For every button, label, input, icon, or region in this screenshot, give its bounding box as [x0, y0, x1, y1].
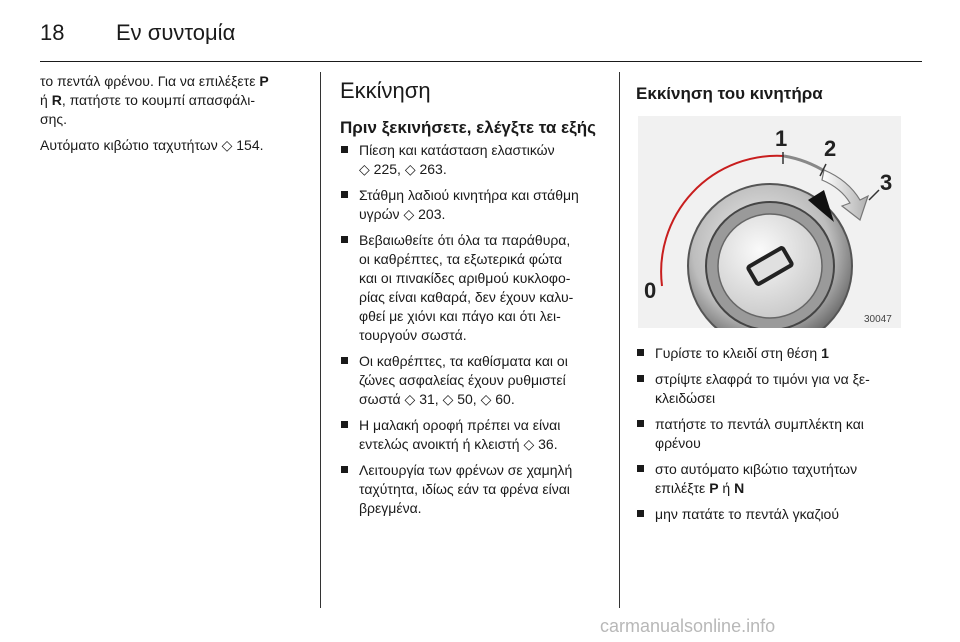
position-arc-grey-icon — [784, 156, 826, 172]
bullet-icon — [341, 191, 348, 198]
text: στρίψτε ελαφρά το τιμόνι για να ξε- — [655, 371, 870, 387]
page-number: 18 — [40, 20, 65, 45]
label-0: 0 — [644, 278, 657, 303]
page-ref-icon: ◇ — [523, 436, 535, 452]
text: Βεβαιωθείτε ότι όλα τα παράθυρα, — [359, 232, 571, 248]
list-item — [340, 461, 615, 518]
list-item — [340, 352, 615, 409]
page-ref[interactable]: 60. — [495, 391, 515, 407]
text: οι καθρέπτες, τα εξωτερικά φώτα — [359, 251, 563, 267]
column-right — [636, 72, 921, 531]
list-item — [636, 415, 921, 453]
paragraph-unlock — [40, 72, 310, 129]
header-rule — [40, 61, 922, 62]
column-middle — [340, 72, 615, 525]
text: εντελώς ανοικτή ή κλειστή — [359, 436, 524, 452]
page-ref[interactable]: 154. — [236, 137, 264, 153]
text: υγρών — [359, 206, 404, 222]
page-ref[interactable]: 203. — [418, 206, 446, 222]
list-item — [340, 186, 615, 224]
section-heading-engine-start: Εκκίνηση του κινητήρα — [636, 84, 823, 103]
list-item — [636, 370, 921, 408]
ignition-figure — [638, 116, 901, 328]
bullet-icon — [341, 236, 348, 243]
text: Πίεση και κατάσταση ελαστικών — [359, 142, 555, 158]
text: Οι καθρέπτες, τα καθίσματα και οι — [359, 353, 568, 369]
list-item — [340, 141, 615, 179]
page-ref-icon: ◇ — [442, 391, 454, 407]
subheading-checks: Πριν ξεκινήσετε, ελέγξτε τα εξής — [340, 118, 596, 137]
page-ref[interactable]: 263. — [419, 161, 447, 177]
bullet-icon — [637, 465, 644, 472]
text: επιλέξτε — [655, 480, 710, 496]
gear-r: R — [51, 92, 62, 108]
page-title: Εν συντομία — [116, 20, 236, 45]
gear-p: P — [259, 73, 269, 89]
page-ref-icon: ◇ — [359, 161, 370, 177]
ignition-switch-illustration — [638, 116, 901, 328]
watermark: carmanualsonline.info — [600, 616, 776, 636]
bullet-icon — [637, 510, 644, 517]
page-ref[interactable]: 31, — [419, 391, 443, 407]
bullet-icon — [341, 146, 348, 153]
page-header — [40, 14, 920, 58]
column-divider-2 — [619, 72, 620, 608]
text: Αυτόματο κιβώτιο ταχυτήτων — [40, 137, 222, 153]
section-heading-start: Εκκίνηση — [340, 78, 431, 103]
column-left — [40, 72, 310, 162]
text: σωστά — [359, 391, 405, 407]
bullet-icon — [637, 375, 644, 382]
figure-code: 30047 — [864, 314, 892, 325]
text: πατήστε το πεντάλ συμπλέκτη και — [655, 416, 864, 432]
text: ή — [718, 480, 735, 496]
text: και οι πινακίδες αριθμού κυκλοφο- — [359, 270, 571, 286]
bullet-icon — [341, 357, 348, 364]
list-item — [636, 505, 921, 524]
bullet-icon — [341, 421, 348, 428]
text: σης. — [40, 111, 68, 127]
bullet-icon — [341, 466, 348, 473]
gear-p: P — [709, 480, 719, 496]
text: φρένου — [655, 435, 701, 451]
engine-steps-list — [636, 344, 921, 524]
text: ρίας είναι καθαρά, δεν έχουν καλυ- — [359, 289, 574, 305]
page-ref[interactable]: 50, — [457, 391, 481, 407]
tick-3-icon — [869, 190, 879, 200]
text: το πεντάλ φρένου. Για να επιλέξετε — [40, 73, 260, 89]
text: ή — [40, 92, 52, 108]
label-3: 3 — [880, 170, 893, 195]
page-ref[interactable]: 36. — [538, 436, 558, 452]
page-ref-icon: ◇ — [480, 391, 492, 407]
page-ref-icon: ◇ — [404, 391, 416, 407]
text: τουργούν σωστά. — [359, 327, 467, 343]
text: κλειδώσει — [655, 390, 716, 406]
text: Λειτουργία των φρένων σε χαμηλή — [359, 462, 573, 478]
text: , πατήστε το κουμπί απασφάλι- — [61, 92, 256, 108]
gear-n: N — [734, 480, 745, 496]
text: Στάθμη λαδιού κινητήρα και στάθμη — [359, 187, 579, 203]
list-item — [636, 460, 921, 498]
label-1: 1 — [775, 126, 788, 151]
text: στο αυτόματο κιβώτιο ταχυτήτων — [655, 461, 858, 477]
bullet-icon — [637, 349, 644, 356]
paragraph-auto-gearbox-ref — [40, 136, 310, 155]
text: ταχύτητα, ιδίως εάν τα φρένα είναι — [359, 481, 570, 497]
checks-list — [340, 141, 615, 518]
page-ref-icon: ◇ — [403, 206, 415, 222]
text: Γυρίστε το κλειδί στη θέση — [655, 345, 822, 361]
list-item — [340, 416, 615, 454]
text: φθεί με χιόνι και πάγο και ότι λει- — [359, 308, 561, 324]
text: ζώνες ασφαλείας έχουν ρυθμιστεί — [359, 372, 566, 388]
position-1: 1 — [821, 345, 829, 361]
text: Η μαλακή οροφή πρέπει να είναι — [359, 417, 561, 433]
list-item — [636, 344, 921, 363]
label-2: 2 — [824, 136, 837, 161]
list-item — [340, 231, 615, 345]
bullet-icon — [637, 420, 644, 427]
text: μην πατάτε το πεντάλ γκαζιού — [655, 506, 840, 522]
column-divider-1 — [320, 72, 321, 608]
page-ref[interactable]: 225, — [373, 161, 405, 177]
page-ref-icon: ◇ — [404, 161, 416, 177]
text: βρεγμένα. — [359, 500, 422, 516]
page-ref-icon: ◇ — [221, 137, 233, 153]
